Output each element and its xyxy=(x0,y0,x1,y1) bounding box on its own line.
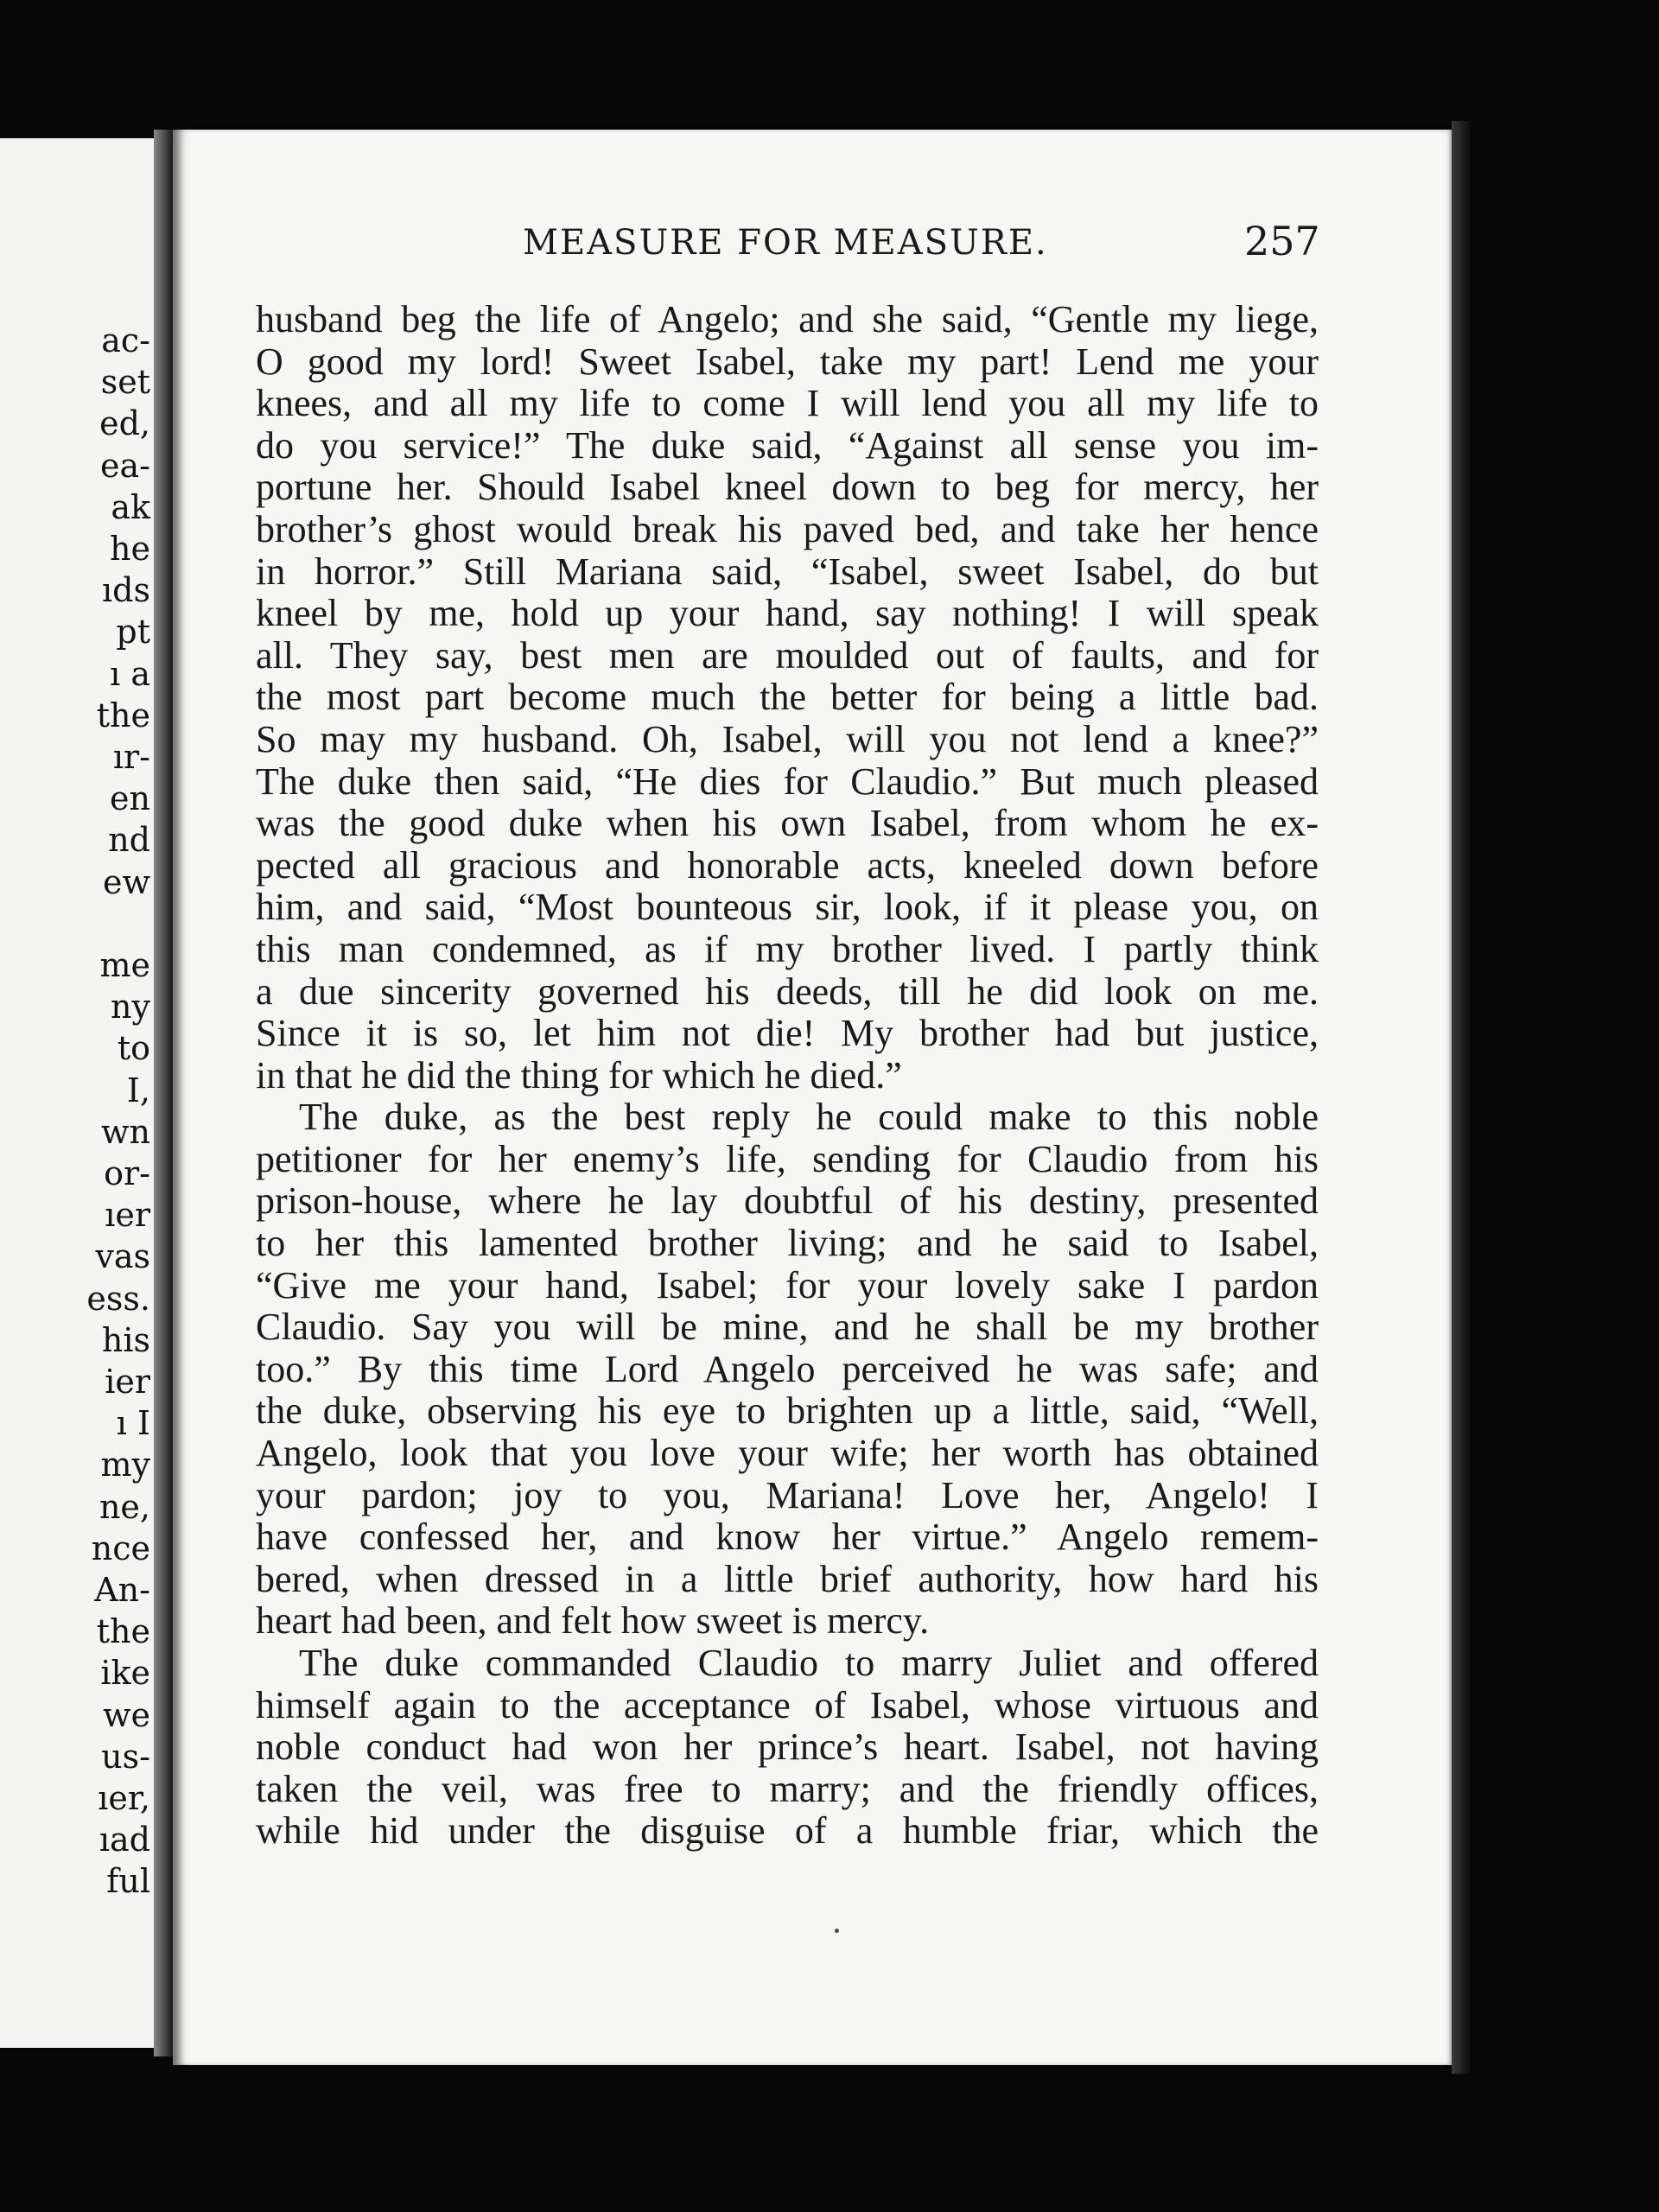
text-line: O good my lord! Sweet Isabel, take my part! Lend me your xyxy=(256,340,1319,383)
paragraph-end-line: in that he did the thing for which he died.” xyxy=(256,1053,902,1096)
text-line: husband beg the life of Angelo; and she said, “Gentle my liege, xyxy=(256,298,1319,340)
text-line: your pardon; joy to you, Mariana! Love her, Angelo! I xyxy=(256,1473,1319,1516)
facing-page-fragment: or- xyxy=(104,1154,150,1192)
text-line: So may my husband. Oh, Isabel, will you not lend a knee?” xyxy=(256,717,1319,760)
text-line: all. They say, best men are moulded out of faults, and for xyxy=(256,633,1319,677)
text-line: petitioner for her enemy’s life, sending for Claudio from his xyxy=(256,1137,1319,1180)
text-line: himself again to the acceptance of Isabel, whose virtuous and xyxy=(256,1683,1319,1726)
text-line: pected all gracious and honorable acts, kneeled down before xyxy=(256,843,1319,887)
facing-page-fragment: ac- xyxy=(101,321,150,359)
facing-page-fragment: nd xyxy=(108,821,150,860)
text-line: Claudio. Say you will be mine, and he shall be my brother xyxy=(256,1306,1319,1349)
text-line: knees, and all my life to come I will lend you all my life to xyxy=(256,382,1319,425)
text-line: have confessed her, and know her virtue.” Angelo remem- xyxy=(256,1516,1319,1559)
paragraph-start-line: The duke commanded Claudio to marry Juliet and offered xyxy=(299,1642,1319,1684)
facing-page-fragment: ır- xyxy=(112,738,150,776)
text-line: Since it is so, let him not die! My brother had but justice, xyxy=(256,1012,1319,1055)
facing-page-fragment: ıer xyxy=(105,1196,150,1235)
page-speck xyxy=(835,1929,839,1933)
page-edge xyxy=(1452,121,1471,2074)
facing-page-fragment: the xyxy=(96,696,150,734)
facing-page-fragment: the xyxy=(96,1612,150,1651)
facing-page-fragment: An- xyxy=(94,1571,150,1609)
facing-page-fragment: me xyxy=(99,946,150,984)
facing-page-fragment: we xyxy=(102,1695,150,1734)
running-head-title: MEASURE FOR MEASURE. xyxy=(523,223,1048,263)
book-gutter xyxy=(154,130,173,2056)
facing-page-fragment: en xyxy=(110,779,150,818)
facing-page-fragment: ess. xyxy=(86,1279,150,1318)
text-line: this man condemned, as if my brother lived. I partly think xyxy=(256,927,1319,970)
facing-page-fragment: ful xyxy=(106,1862,150,1901)
facing-page-fragment: ike xyxy=(100,1654,150,1693)
text-line: the most part become much the better for being a little bad. xyxy=(256,676,1319,719)
text-line: to her this lamented brother living; and he said to Isabel, xyxy=(256,1222,1319,1265)
text-line: do you service!” The duke said, “Against all sense you im- xyxy=(256,423,1319,467)
facing-page-fragment: ak xyxy=(111,487,150,526)
facing-page-fragment: ne, xyxy=(99,1487,150,1526)
facing-page-fragment: ier xyxy=(105,1363,150,1401)
text-line: in horror.” Still Mariana said, “Isabel, sweet Isabel, do but xyxy=(256,550,1319,593)
page-number: 257 xyxy=(1244,218,1320,264)
facing-page-fragment: ıer, xyxy=(98,1779,150,1817)
text-line: the duke, observing his eye to brighten up a little, said, “Well, xyxy=(256,1389,1319,1433)
text-line: a due sincerity governed his deeds, till he did look on me. xyxy=(256,969,1319,1013)
facing-page-fragment: vas xyxy=(95,1237,150,1276)
facing-page-left xyxy=(0,138,156,2048)
book-page-257 xyxy=(173,130,1452,2065)
facing-page-fragment: ea- xyxy=(100,446,150,485)
facing-page-fragment: nce xyxy=(91,1529,150,1567)
text-line: kneel by me, hold up your hand, say nothing! I will speak xyxy=(256,592,1319,635)
facing-page-fragment: his xyxy=(101,1320,150,1359)
text-line: Angelo, look that you love your wife; her worth has obtained xyxy=(256,1432,1319,1475)
facing-page-fragment: I, xyxy=(126,1071,150,1109)
text-line: was the good duke when his own Isabel, from whom he ex- xyxy=(256,802,1319,845)
body-text xyxy=(256,299,1319,1853)
paragraph-start-line: The duke, as the best reply he could make to this noble xyxy=(299,1096,1319,1139)
facing-page-fragment: ew xyxy=(102,862,150,901)
text-line: bered, when dressed in a little brief authority, how hard his xyxy=(256,1557,1319,1600)
facing-page-fragment: ed, xyxy=(99,404,150,443)
text-line: portune her. Should Isabel kneel down to beg for mercy, her xyxy=(256,466,1319,509)
text-line: noble conduct had won her prince’s heart. Isabel, not having xyxy=(256,1726,1319,1769)
text-line: “Give me your hand, Isabel; for your lovely sake I pardon xyxy=(256,1263,1319,1306)
facing-page-fragment: us- xyxy=(101,1737,150,1776)
facing-page-fragment: my xyxy=(100,1446,150,1484)
facing-page-fragment: to xyxy=(117,1029,150,1068)
text-line: prison-house, where he lay doubtful of his destiny, presented xyxy=(256,1179,1319,1223)
facing-page-fragment: set xyxy=(100,363,150,402)
facing-page-fragment: pt xyxy=(116,613,150,652)
facing-page-fragment: ı a xyxy=(110,654,150,693)
paragraph-end-line: heart had been, and felt how sweet is mercy. xyxy=(256,1599,930,1643)
facing-page-fragment: ıad xyxy=(99,1821,150,1859)
text-line: him, and said, “Most bounteous sir, look, if it please you, on xyxy=(256,886,1319,929)
facing-page-fragment: ıds xyxy=(102,571,150,610)
text-line: too.” By this time Lord Angelo perceived he was safe; and xyxy=(256,1347,1319,1390)
text-line: brother’s ghost would break his paved bed, and take her hence xyxy=(256,507,1319,550)
facing-page-fragment: he xyxy=(110,530,150,568)
facing-page-fragment: wn xyxy=(101,1112,150,1151)
facing-page-fragment: ı I xyxy=(116,1404,150,1443)
facing-page-fragment: ny xyxy=(111,988,150,1027)
text-line: while hid under the disguise of a humble friar, which the xyxy=(256,1809,1319,1853)
text-line: taken the veil, was free to marry; and the friendly offices, xyxy=(256,1767,1319,1810)
text-line: The duke then said, “He dies for Claudio.” But much pleased xyxy=(256,760,1319,803)
